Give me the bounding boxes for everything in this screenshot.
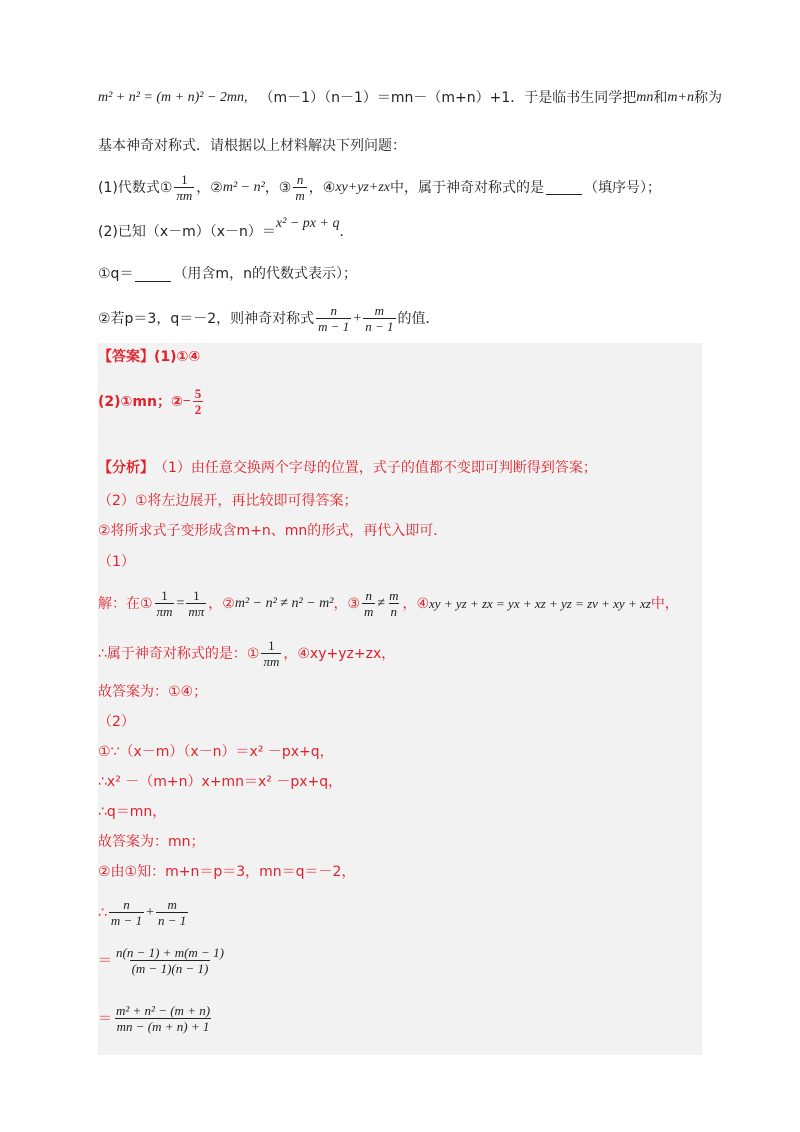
- step-1: ①∵（x－m）（x－n）＝x² －px+q，: [98, 744, 334, 760]
- calc-eq-1: ＝: [98, 952, 112, 969]
- q1-fraction-3: [293, 172, 306, 203]
- q1-f1-num: 1: [181, 172, 188, 187]
- sol-frac-4: [387, 588, 400, 619]
- answer-label: 【答案】: [98, 349, 154, 365]
- sol-f3-num: n: [365, 588, 372, 603]
- analysis-part-1: （1）: [98, 554, 135, 570]
- answer-text-1: 故答案为：①④；: [98, 684, 208, 700]
- analysis-part-2: （2）: [98, 714, 135, 730]
- q2-fraction-a: [316, 303, 351, 334]
- sol-expr-4: xy + yz + zx = yx + xz + yz = zv + xy + xz: [429, 595, 651, 611]
- sol-frac-1: [155, 588, 175, 619]
- step-4: ②由①知：m+n＝p＝3，mn＝q＝－2，: [98, 864, 356, 880]
- q1-suffix-a: 中，属于神奇对称式的是: [389, 179, 544, 196]
- q1-f3-den: m: [295, 188, 305, 203]
- q2-fraction-b: [363, 303, 395, 334]
- answer-2-den: 2: [194, 402, 202, 417]
- sol-expr-2: m² − n² ≠ n² − m²: [234, 595, 334, 611]
- calc-eq-2: ＝: [98, 1010, 112, 1027]
- calc-frac-a: [109, 897, 144, 928]
- solution-line-1: [98, 588, 679, 619]
- answer-2-sign: −: [182, 393, 191, 409]
- intro-formula-2: （m－1）（n－1）＝mn－（m+n）+1．于是临书生同学把: [259, 90, 637, 106]
- analysis-line-1: [98, 458, 597, 478]
- answer-text-2: 故答案为：mn；: [98, 834, 205, 850]
- q2-sub1-b: （用含m，n的代数式表示）；: [173, 266, 357, 282]
- sol-frac-2: [186, 588, 206, 619]
- q2-end: ．: [339, 224, 354, 240]
- sol-f2-den: mπ: [188, 604, 205, 619]
- intro-mn: mn: [636, 90, 654, 105]
- q1-expr-4: xy+yz+zx: [335, 179, 390, 195]
- sol-a: 解：在①: [98, 595, 153, 612]
- q2-sub1-a: ①q＝: [98, 266, 134, 282]
- sol-f1-den: πm: [156, 604, 173, 619]
- step-2: ∴x² －（m+n）x+mn＝x² －px+q，: [98, 774, 343, 790]
- sol-b: ，②: [208, 595, 235, 612]
- belong-frac: [261, 638, 281, 669]
- sol-c: ，③: [333, 595, 360, 612]
- q2-answer-blank[interactable]: [135, 267, 171, 282]
- belong-b: ，④xy+yz+zx，: [283, 645, 396, 662]
- q2-fa-num: n: [330, 303, 337, 318]
- belong-den: πm: [263, 654, 280, 669]
- q2-expr: x² − px + q: [275, 216, 340, 231]
- calc-last-num: m² + n² − (m + n): [116, 1003, 211, 1018]
- intro-formula-1: m² + n² = (m + n)² − 2mn,: [98, 90, 248, 105]
- solution-line-2: [98, 638, 395, 669]
- intro-line-2: 基本神奇对称式．请根据以上材料解决下列问题：: [98, 138, 406, 154]
- sol-d: ，④: [402, 595, 430, 612]
- calc-frac-b: [156, 897, 188, 928]
- calc-line-1: [98, 897, 190, 928]
- sol-neq: ≠: [377, 595, 386, 611]
- therefore-symbol: ∴: [98, 904, 107, 921]
- sol-eq: =: [176, 595, 185, 611]
- q2-fb-num: m: [374, 303, 385, 318]
- q1-c2: ，③: [264, 179, 292, 196]
- intro-line-1: [98, 88, 722, 108]
- calc-line-2: [98, 945, 228, 976]
- sol-f4-den: n: [390, 604, 398, 619]
- calc-fa-den: m − 1: [110, 913, 143, 928]
- sol-f3-den: m: [364, 604, 374, 619]
- q1-expr-2: m² − n²: [222, 179, 265, 195]
- q1-f1-den: πm: [176, 188, 193, 203]
- calc-big-den: (m − 1)(n − 1): [131, 961, 209, 976]
- question-2: [98, 216, 354, 242]
- answer-line-1: [98, 347, 200, 367]
- calc-fb-num: m: [167, 897, 177, 912]
- calc-frac-last: [114, 1003, 212, 1034]
- q2-plus: +: [353, 310, 362, 326]
- analysis-line-2: （2）①将左边展开，再比较即可得答案；: [98, 493, 358, 509]
- q1-f3-num: n: [296, 172, 304, 187]
- step-3: ∴q＝mn，: [98, 804, 167, 820]
- q2-prefix: (2)已知（x－m）（x－n）＝: [98, 224, 276, 240]
- sol-end: 中，: [650, 595, 679, 612]
- intro-mpn: m+n: [667, 90, 694, 105]
- calc-fa-num: n: [123, 897, 130, 912]
- belong-a: ∴属于神奇对称式的是：①: [98, 645, 260, 662]
- sol-f1-num: 1: [161, 588, 168, 603]
- sol-f2-num: 1: [193, 588, 200, 603]
- answer-line-2: [98, 386, 205, 417]
- intro-called: 称为: [693, 90, 722, 106]
- q2-sub2-a: ②若p＝3，q＝－2，则神奇对称式: [98, 310, 315, 327]
- q1-suffix-b: （填序号）；: [583, 179, 661, 196]
- answer-2-num: 5: [194, 386, 202, 401]
- calc-big-num: n(n − 1) + m(m − 1): [116, 945, 224, 960]
- calc-frac-big: [114, 945, 226, 976]
- q1-answer-blank[interactable]: [546, 180, 582, 195]
- q2-sub2-b: 的值．: [397, 310, 440, 327]
- belong-num: 1: [268, 638, 275, 653]
- intro-and: 和: [653, 90, 668, 106]
- question-1: [98, 172, 661, 203]
- calc-plus: +: [146, 904, 154, 920]
- answer-2-prefix: (2)①mn；②: [98, 393, 183, 410]
- q1-c1: ，②: [196, 179, 223, 196]
- analysis-l1: （1）由任意交换两个字母的位置，式子的值都不变即可判断得到答案；: [154, 460, 597, 476]
- question-2-sub-1: [98, 264, 357, 284]
- q1-fraction-1: [174, 172, 194, 203]
- calc-fb-den: n − 1: [158, 913, 187, 928]
- sol-f4-num: m: [389, 588, 399, 603]
- q2-fb-den: n − 1: [365, 319, 394, 334]
- analysis-label: 【分析】: [98, 460, 154, 476]
- answer-1: (1)①④: [154, 349, 201, 365]
- q1-prefix: (1)代数式①: [98, 179, 173, 196]
- calc-line-3: [98, 1003, 214, 1034]
- sol-frac-3: [362, 588, 375, 619]
- q1-c3: ，④: [308, 179, 336, 196]
- q2-fa-den: m − 1: [318, 319, 350, 334]
- calc-last-den: mn − (m + n) + 1: [116, 1019, 210, 1034]
- question-2-sub-2: [98, 303, 440, 334]
- answer-2-fraction: [193, 386, 204, 417]
- analysis-line-3: ②将所求式子变形成含m+n、mn的形式，再代入即可．: [98, 523, 448, 539]
